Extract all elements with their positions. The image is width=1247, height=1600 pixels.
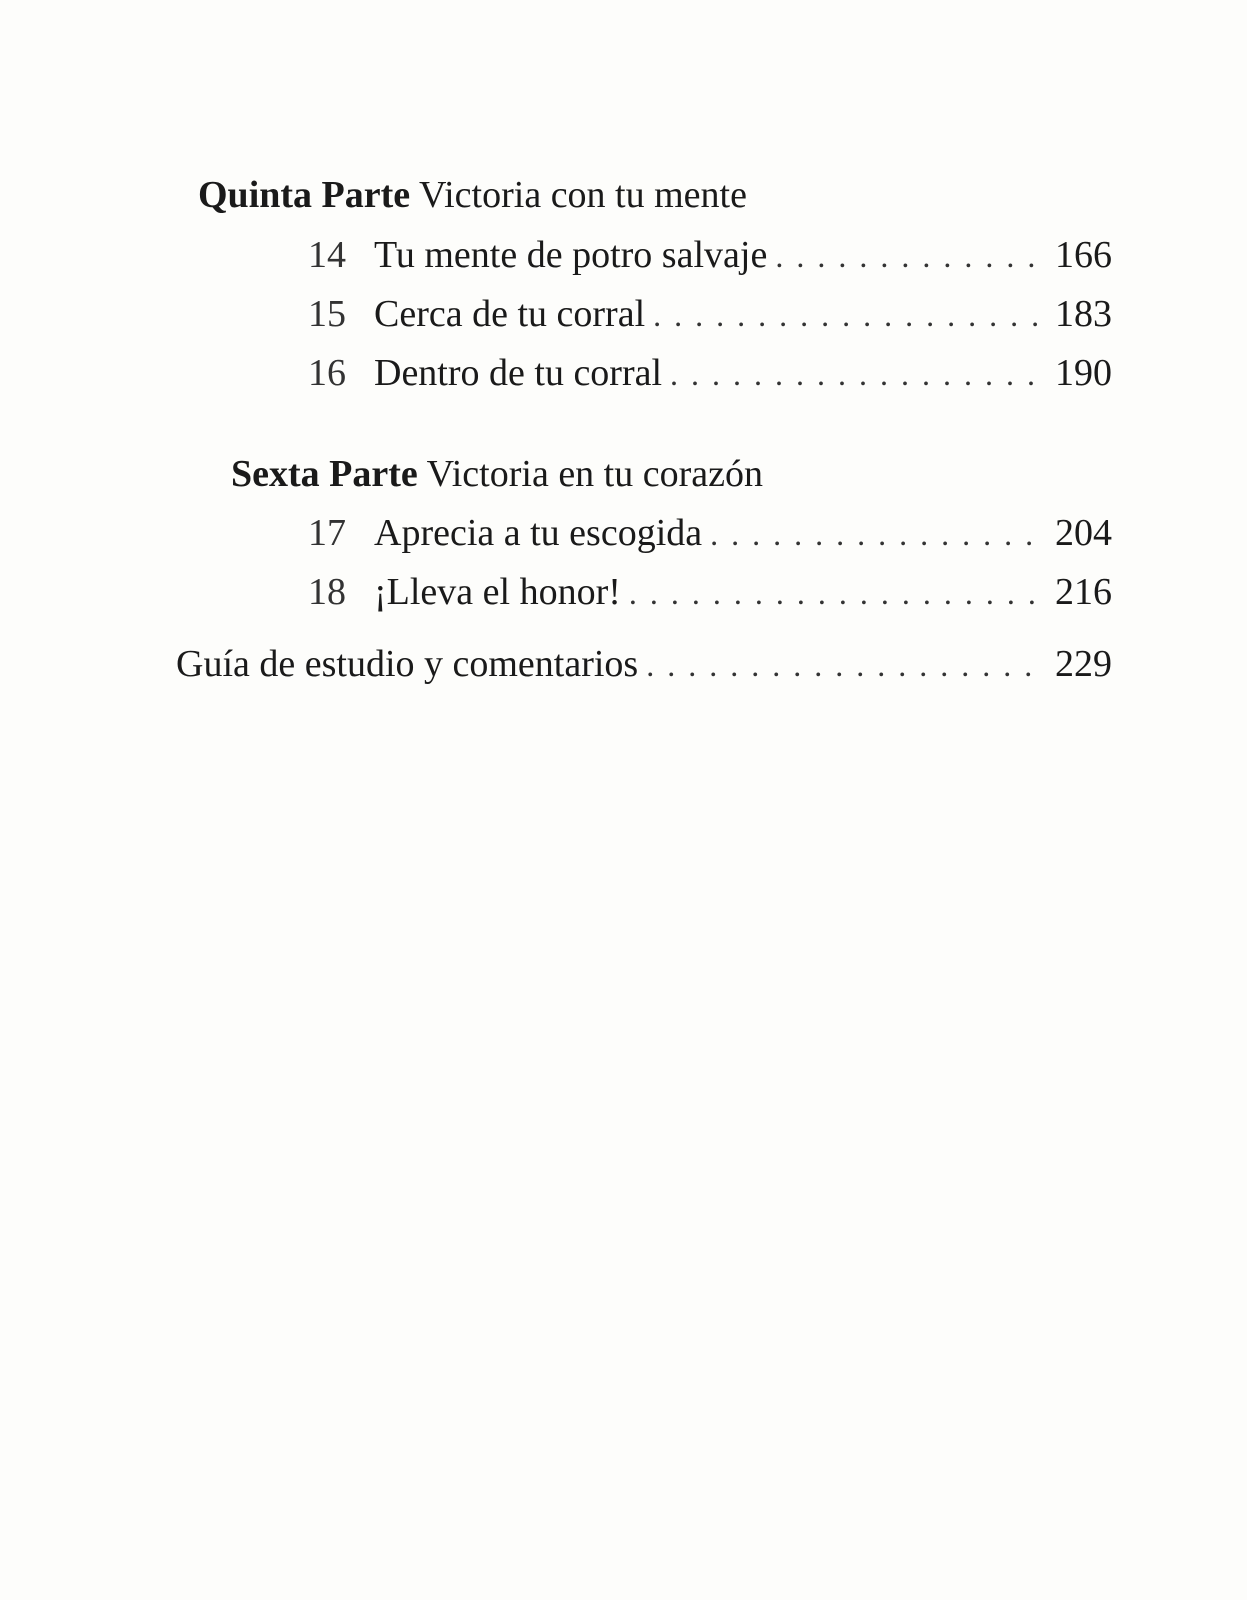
- chapter-number: 17: [308, 512, 346, 554]
- part-label: Quinta Parte: [198, 174, 411, 216]
- page-number: 216: [1055, 571, 1112, 613]
- part-heading-quinta: [198, 172, 747, 218]
- page-number: 183: [1055, 293, 1112, 335]
- chapter-number: 18: [308, 571, 346, 613]
- toc-entry-chapter-16[interactable]: [308, 350, 1112, 396]
- dot-leader: [670, 351, 1047, 397]
- chapter-title: Aprecia a tu escogida: [374, 512, 703, 554]
- part-title: Victoria en tu corazón: [426, 453, 763, 495]
- toc-entry-appendix[interactable]: [176, 641, 1112, 687]
- page-number: 204: [1055, 512, 1112, 554]
- toc-entry-chapter-18[interactable]: [308, 569, 1112, 615]
- dot-leader: [646, 642, 1047, 688]
- part-label: Sexta Parte: [231, 453, 418, 495]
- dot-leader: [710, 511, 1047, 557]
- appendix-title: Guía de estudio y comentarios: [176, 643, 639, 685]
- dot-leader: [629, 570, 1047, 616]
- chapter-number: 16: [308, 352, 346, 394]
- page-number: 166: [1055, 234, 1112, 276]
- chapter-number: 15: [308, 293, 346, 335]
- chapter-title: Tu mente de potro salvaje: [374, 234, 768, 276]
- chapter-title: Dentro de tu corral: [374, 352, 663, 394]
- part-heading-sexta: [231, 451, 763, 497]
- chapter-title: ¡Lleva el honor!: [374, 571, 621, 613]
- chapter-title: Cerca de tu corral: [374, 293, 646, 335]
- toc-entry-chapter-14[interactable]: [308, 232, 1112, 278]
- toc-entry-chapter-17[interactable]: [308, 510, 1112, 556]
- page-number: 190: [1055, 352, 1112, 394]
- part-title: Victoria con tu mente: [418, 174, 747, 216]
- chapter-number: 14: [308, 234, 346, 276]
- dot-leader: [653, 292, 1047, 338]
- dot-leader: [775, 233, 1047, 279]
- toc-entry-chapter-15[interactable]: [308, 291, 1112, 337]
- page-number: 229: [1055, 643, 1112, 685]
